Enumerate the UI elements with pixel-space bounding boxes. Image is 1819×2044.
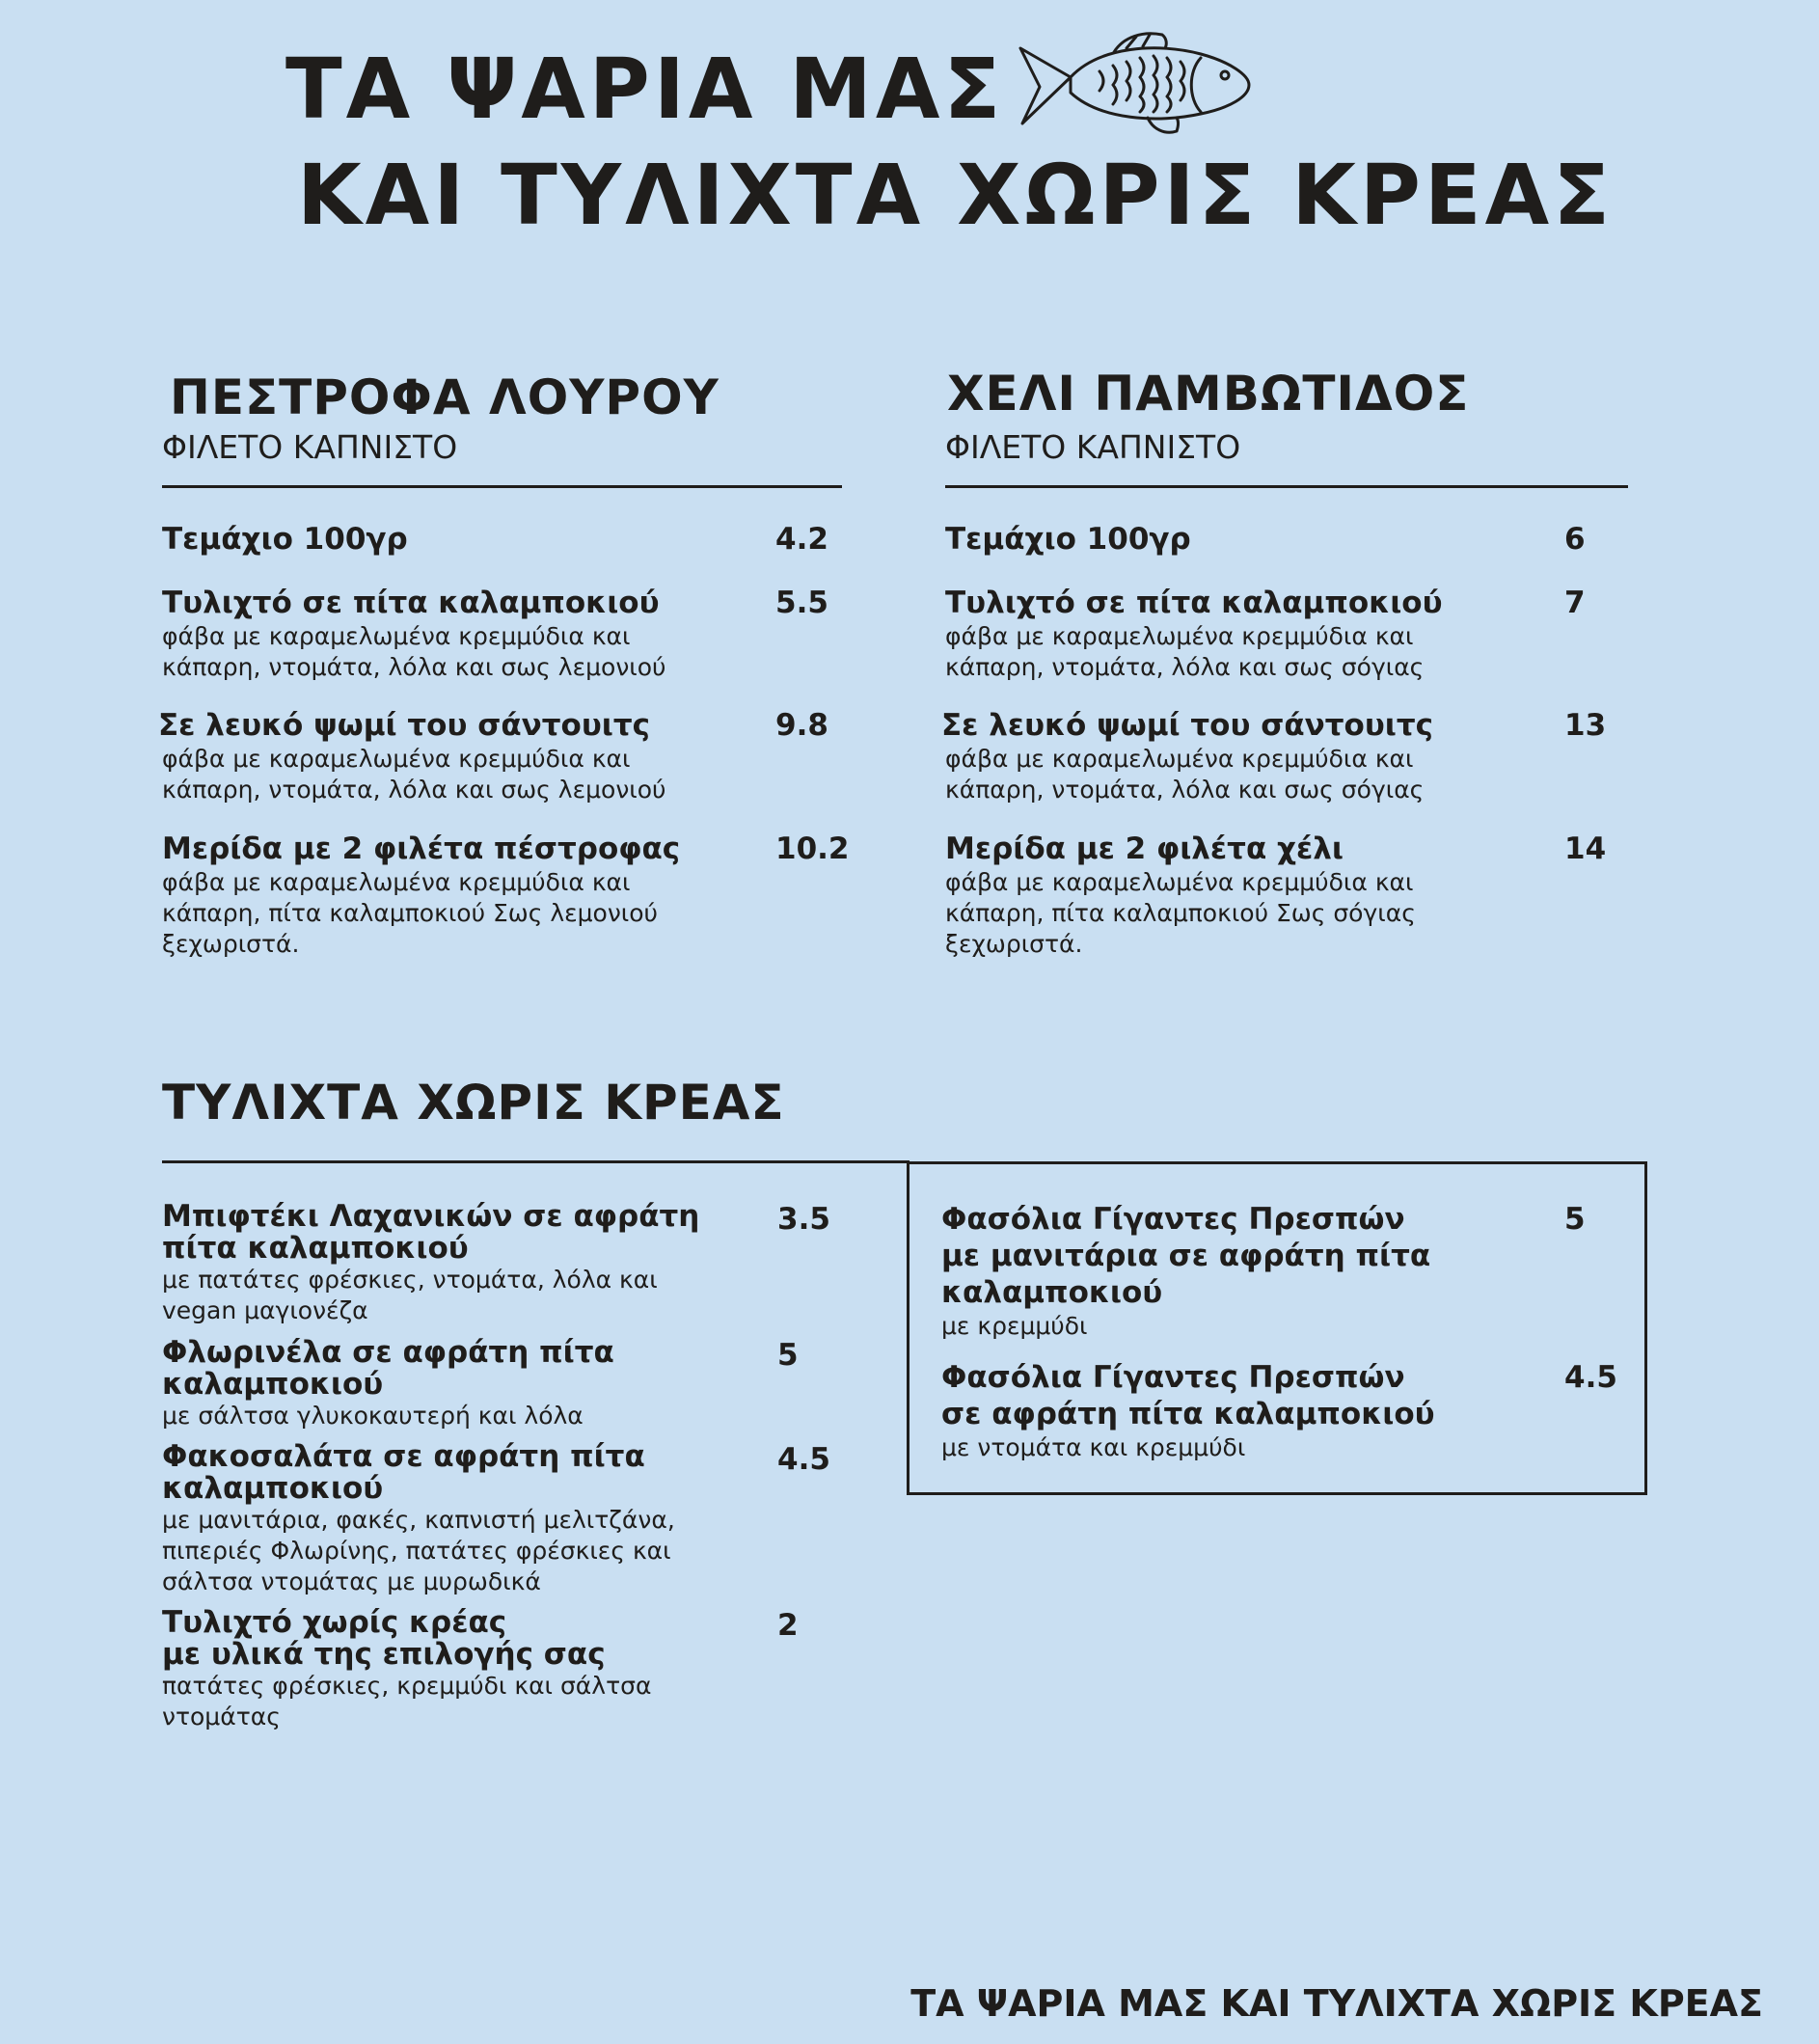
item-name: Σε λευκό ψωμί του σάντουιτς — [941, 708, 1434, 743]
item-price: 5 — [777, 1338, 799, 1373]
eel-divider — [945, 485, 1628, 488]
item-price: 14 — [1564, 831, 1607, 866]
menu-item — [162, 1201, 760, 1326]
item-price: 4.5 — [1564, 1360, 1617, 1395]
item-description: φάβα με καραμελωμένα κρεμμύδια και κάπαρη, πίτα καλαμποκιού Σως σόγιας ξεχωριστά. — [945, 868, 1416, 958]
item-price: 6 — [1564, 522, 1586, 557]
veg-divider — [162, 1160, 910, 1163]
veg-section-title: ΤΥΛΙΧΤΑ ΧΩΡΙΣ ΚΡΕΑΣ — [162, 1075, 785, 1131]
item-description: με κρεμμύδι — [941, 1312, 1088, 1340]
menu-item — [945, 521, 1524, 558]
item-description: πατάτες φρέσκιες, κρεμμύδι και σάλτσα ντομάτας — [162, 1672, 652, 1731]
eel-section-title: ΧΕΛΙ ΠΑΜΒΩΤΙΔΟΣ — [947, 366, 1470, 422]
item-name: Μπιφτέκι Λαχανικών σε αφράτη πίτα καλαμποκιού — [162, 1199, 700, 1266]
item-name: Φασόλια Γίγαντες Πρεσπών με μανιτάρια σε αφράτη πίτα καλαμποκιού — [941, 1202, 1431, 1310]
item-description: με πατάτες φρέσκιες, ντομάτα, λόλα και vegan μαγιονέζα — [162, 1266, 658, 1324]
menu-item — [162, 1441, 760, 1597]
menu-item — [162, 1607, 760, 1732]
item-name: Μερίδα με 2 φιλέτα πέστροφας — [162, 831, 681, 866]
menu-item — [941, 1359, 1481, 1463]
fish-icon — [1013, 29, 1254, 137]
footer-title: ΤΑ ΨΑΡΙΑ ΜΑΣ ΚΑΙ ΤΥΛΙΧΤΑ ΧΩΡΙΣ ΚΡΕΑΣ — [910, 1982, 1763, 2025]
item-description: φάβα με καραμελωμένα κρεμμύδια και κάπαρη, ντομάτα, λόλα και σως λεμονιού — [162, 745, 666, 804]
menu-item — [945, 585, 1524, 683]
menu-item — [162, 1337, 760, 1431]
menu-item — [162, 521, 741, 558]
item-price: 13 — [1564, 708, 1607, 743]
page-title-line-2: ΚΑΙ ΤΥΛΙΧΤΑ ΧΩΡΙΣ ΚΡΕΑΣ — [297, 148, 1614, 244]
item-price: 7 — [1564, 586, 1586, 620]
item-price: 4.2 — [775, 522, 828, 557]
item-price: 10.2 — [775, 831, 850, 866]
menu-item — [941, 707, 1520, 805]
menu-item — [162, 831, 760, 960]
item-description: φάβα με καραμελωμένα κρεμμύδια και κάπαρη, ντομάτα, λόλα και σως σόγιας — [945, 745, 1425, 804]
trout-section-subtitle: ΦΙΛΕΤΟ ΚΑΠΝΙΣΤΟ — [162, 428, 458, 466]
item-name: Τεμάχιο 100γρ — [162, 522, 408, 557]
item-name: Τεμάχιο 100γρ — [945, 522, 1191, 557]
eel-section-subtitle: ΦΙΛΕΤΟ ΚΑΠΝΙΣΤΟ — [945, 428, 1241, 466]
item-name: Φακοσαλάτα σε αφράτη πίτα καλαμποκιού — [162, 1439, 645, 1506]
item-name: Φλωρινέλα σε αφράτη πίτα καλαμποκιού — [162, 1335, 614, 1402]
item-price: 3.5 — [777, 1202, 830, 1237]
item-description: φάβα με καραμελωμένα κρεμμύδια και κάπαρη, ντομάτα, λόλα και σως λεμονιού — [162, 622, 666, 681]
item-name: Φασόλια Γίγαντες Πρεσπών σε αφράτη πίτα καλαμποκιού — [941, 1360, 1435, 1431]
page-title-line-1: ΤΑ ΨΑΡΙΑ ΜΑΣ — [285, 41, 1005, 138]
trout-section-title: ΠΕΣΤΡΟΦΑ ΛΟΥΡΟΥ — [170, 369, 719, 425]
menu-item — [162, 585, 741, 683]
menu-item — [945, 831, 1524, 960]
item-description: με σάλτσα γλυκοκαυτερή και λόλα — [162, 1402, 584, 1430]
item-description: φάβα με καραμελωμένα κρεμμύδια και κάπαρη, πίτα καλαμποκιού Σως λεμονιού ξεχωριστά. — [162, 868, 659, 958]
menu-item — [941, 1201, 1481, 1342]
item-price: 9.8 — [775, 708, 828, 743]
item-description: με μανιτάρια, φακές, καπνιστή μελιτζάνα, πιπεριές Φλωρίνης, πατάτες φρέσκιες και σάλτσα ντομάτας με μυρωδικά — [162, 1506, 675, 1595]
trout-divider — [162, 485, 842, 488]
item-description: φάβα με καραμελωμένα κρεμμύδια και κάπαρη, ντομάτα, λόλα και σως σόγιας — [945, 622, 1425, 681]
item-price: 5 — [1564, 1202, 1586, 1237]
item-name: Μερίδα με 2 φιλέτα χέλι — [945, 831, 1344, 866]
item-name: Σε λευκό ψωμί του σάντουιτς — [158, 708, 651, 743]
item-name: Τυλιχτό χωρίς κρέας με υλικά της επιλογής σας — [162, 1605, 606, 1672]
item-price: 2 — [777, 1608, 799, 1643]
item-price: 5.5 — [775, 586, 828, 620]
item-name: Τυλιχτό σε πίτα καλαμποκιού — [162, 586, 660, 620]
menu-item — [158, 707, 737, 805]
item-name: Τυλιχτό σε πίτα καλαμποκιού — [945, 586, 1443, 620]
item-price: 4.5 — [777, 1442, 830, 1477]
item-description: με ντομάτα και κρεμμύδι — [941, 1433, 1246, 1461]
